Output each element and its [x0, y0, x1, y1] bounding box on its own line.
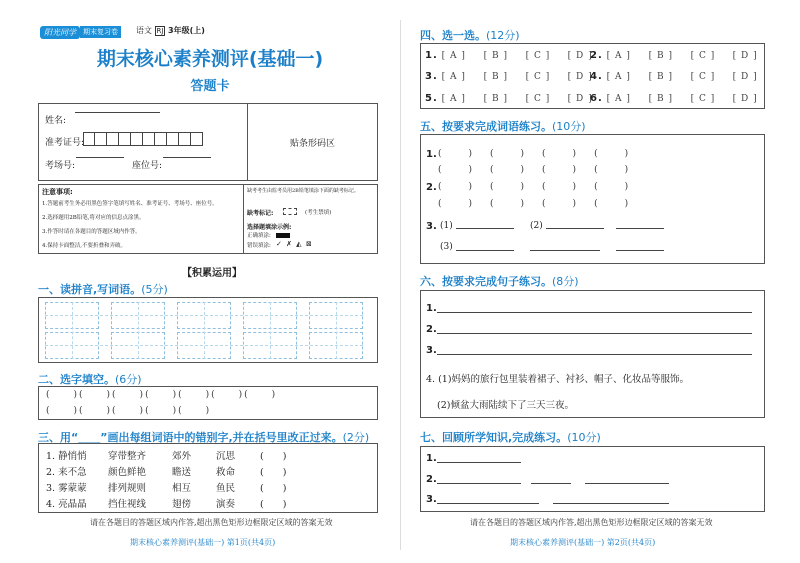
fill-blank-row-1[interactable]: ( )( )( )( )( )( )( ) [46, 390, 278, 400]
s5-q3b-blank-2[interactable] [616, 228, 664, 229]
choice-row-1[interactable]: 1. [ A ] [ B ] [ C ] [ D ] [425, 50, 593, 61]
s5-q2-row1[interactable]: ( ) ( ) ( ) ( ) [438, 182, 629, 192]
s6-q1-num: 1. [426, 303, 437, 314]
logo: 阳光同学 [40, 26, 80, 39]
section-5-points: (10分) [552, 120, 586, 133]
choice-row-6[interactable]: 6. [ A ] [ B ] [ C ] [ D ] [590, 93, 758, 104]
section-5-label: 五、按要求完成词语练习。 [420, 120, 552, 133]
table-row: 3. 雾蒙蒙 排列规则 相互 鱼民 ( ) [46, 483, 287, 494]
notes-divider [243, 184, 244, 254]
absent-instruction: 缺考考生由监考员用2B铅笔填涂下面的缺考标记。 [247, 188, 359, 194]
s5-q1-row1[interactable]: ( ) ( ) ( ) ( ) [438, 149, 629, 159]
answer-paren[interactable]: ( ) [260, 467, 287, 478]
s6-q1-line[interactable] [437, 312, 752, 313]
edition: RJ [156, 27, 164, 35]
section-7-points: (10分) [567, 431, 601, 444]
s7-q1-line[interactable] [437, 462, 521, 463]
choice-row-4[interactable]: 4. [ A ] [ B ] [ C ] [ D ] [590, 71, 758, 82]
correct-label: 正确填涂: [247, 233, 271, 239]
s6-q3-num: 3. [426, 345, 437, 356]
note-item: 1.答题前考生务必用黑色签字笔填写姓名、准考证号、考场号、座位号。 [42, 201, 218, 207]
section-2-points: (6分) [115, 373, 142, 386]
section-3-label: 三、用“____”画出每组词语中的错别字,并在括号里改正过来。 [38, 431, 343, 444]
s6-q2-line[interactable] [437, 333, 752, 334]
section-4-label: 四、选一选。 [420, 29, 486, 42]
note-item: 4.保持卡面整洁,不要折叠和弄破。 [42, 243, 126, 249]
section-banner: 【积累运用】 [182, 268, 242, 279]
s6-q2-num: 2. [426, 324, 437, 335]
barcode-area: 贴条形码区 [290, 139, 336, 149]
s6-q3-line[interactable] [437, 354, 752, 355]
notes-title: 注意事项: [42, 188, 73, 196]
s5-q3c-blank-2[interactable] [530, 250, 600, 251]
s6-q4-text: 4. (1)妈妈的旅行包里装着裙子、衬衫、帽子、化妆品等服饰。 [426, 374, 690, 385]
seat-field[interactable] [163, 157, 211, 158]
s5-q3-num: 3. [426, 221, 437, 232]
answer-paren[interactable]: ( ) [260, 483, 287, 494]
s5-q3c-blank-3[interactable] [616, 250, 664, 251]
section-7-label: 七、回顾所学知识,完成练习。 [420, 431, 568, 444]
section-1-title [38, 281, 168, 297]
page-subtitle: 答题卡 [190, 79, 230, 94]
s7-q2-line-1[interactable] [437, 483, 521, 484]
section-5-title [420, 118, 586, 134]
note-item: 2.选择题用2B铅笔,将对应的信息点涂黑。 [42, 215, 145, 221]
subject: 语文 [136, 26, 152, 35]
s7-q2-line-3[interactable] [585, 483, 669, 484]
id-boxes[interactable] [83, 132, 203, 146]
s5-q3a-label: (1) [440, 221, 453, 231]
absent-note: (考生禁填) [305, 210, 332, 216]
section-4-title [420, 27, 520, 43]
s7-q2-num: 2. [426, 474, 437, 485]
page-title: 期末核心素养测评(基础一) [96, 48, 324, 70]
footer-note-right: 请在各题目的答题区域内作答,超出黑色矩形边框限定区域的答案无效 [470, 518, 713, 527]
footer-note-left: 请在各题目的答题区域内作答,超出黑色矩形边框限定区域的答案无效 [90, 518, 333, 527]
section-7-title [420, 429, 601, 445]
seat-label: 座位号: [132, 161, 163, 171]
correct-fill-example [276, 233, 290, 238]
section-6-points: (8分) [552, 275, 579, 288]
section-4-points: (12分) [486, 29, 520, 42]
section-6-label: 六、按要求完成句子练习。 [420, 275, 552, 288]
s5-q2-row2[interactable]: ( ) ( ) ( ) ( ) [438, 199, 629, 209]
table-row: 2. 来不急 颜色鲜艳 瞻送 救命 ( ) [46, 467, 287, 478]
s6-q4b-text: (2)倾盆大雨陆续下了三天三夜。 [437, 400, 574, 411]
s5-q3a-blank[interactable] [456, 228, 514, 229]
name-field[interactable] [75, 112, 160, 113]
name-label: 姓名: [45, 116, 67, 126]
fill-title: 选择题填涂示例: [247, 224, 292, 231]
section-2-title [38, 371, 142, 387]
section-2-label: 二、选字填空。 [38, 373, 115, 386]
s5-q3b-blank[interactable] [546, 228, 604, 229]
s7-q3-line-1[interactable] [437, 503, 539, 504]
answer-paren[interactable]: ( ) [260, 451, 287, 462]
section-1-label: 一、读拼音,写词语。 [38, 283, 142, 296]
id-label: 准考证号: [45, 138, 85, 148]
absent-label: 缺考标记: [247, 210, 274, 217]
section-6-title [420, 273, 579, 289]
s5-q1-num: 1. [426, 149, 437, 160]
choice-row-5[interactable]: 5. [ A ] [ B ] [ C ] [ D ] [425, 93, 593, 104]
grade: 3年级(上) [168, 26, 205, 35]
tag-badge: 期末复习卷 [80, 26, 121, 38]
info-divider [247, 103, 248, 181]
wrong-fill-examples: ✓ ✗ ◭ ⊠ [276, 240, 313, 248]
s7-q2-line-2[interactable] [531, 483, 571, 484]
table-row: 4. 亮晶晶 挡住视线 翅傍 演奏 ( ) [46, 499, 287, 510]
section-1-points: (5分) [141, 283, 168, 296]
absent-checkbox[interactable] [283, 208, 297, 215]
room-label: 考场号: [45, 161, 76, 171]
choice-row-3[interactable]: 3. [ A ] [ B ] [ C ] [ D ] [425, 71, 593, 82]
s5-q3b-label: (2) [530, 221, 543, 231]
page-divider [400, 20, 401, 550]
subject-label [136, 25, 205, 36]
room-field[interactable] [76, 157, 124, 158]
s5-q3c-label: (3) [440, 242, 453, 252]
s5-q2-num: 2. [426, 182, 437, 193]
answer-paren[interactable]: ( ) [260, 499, 287, 510]
s5-q1-row2[interactable]: ( ) ( ) ( ) ( ) [438, 165, 629, 175]
s7-q3-num: 3. [426, 494, 437, 505]
table-row: 1. 静悄悄 穿带整齐 郊外 沉思 ( ) [46, 451, 287, 462]
fill-blank-row-2[interactable]: ( )( )( )( )( ) [46, 406, 212, 416]
page-label-left: 期末核心素养测评(基础一) 第1页(共4页) [130, 538, 276, 547]
section-3-points: (2分) [342, 431, 370, 444]
s7-q3-line-2[interactable] [553, 503, 669, 504]
s5-q3c-blank[interactable] [456, 250, 514, 251]
s7-q1-num: 1. [426, 453, 437, 464]
choice-row-2[interactable]: 2. [ A ] [ B ] [ C ] [ D ] [590, 50, 758, 61]
note-item: 3.作答时请在各题目的答题区域内作答。 [42, 229, 141, 235]
wrong-label: 错误填涂: [247, 243, 271, 249]
page-label-right: 期末核心素养测评(基础一) 第2页(共4页) [510, 538, 656, 547]
